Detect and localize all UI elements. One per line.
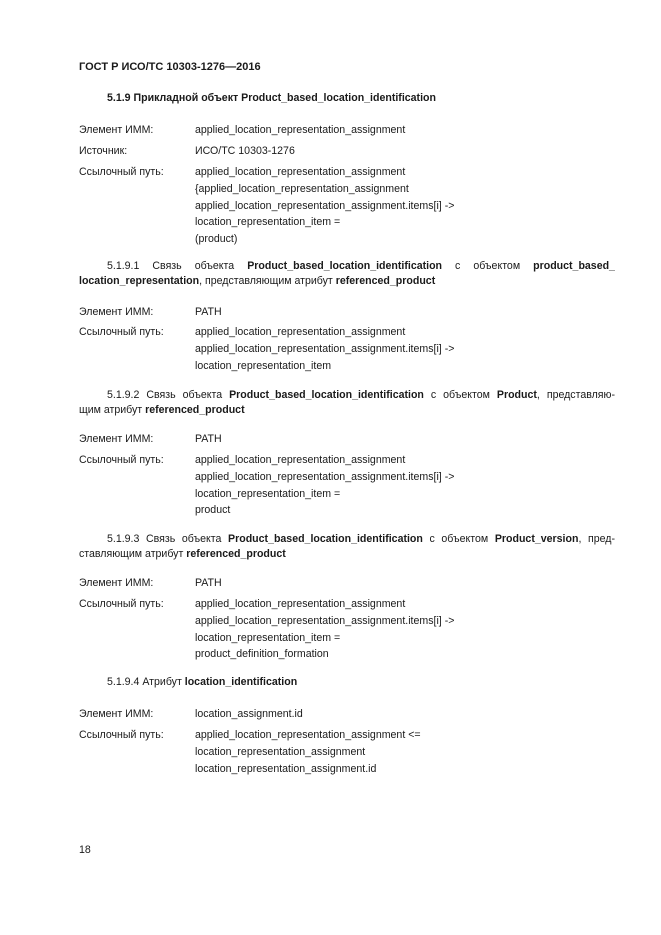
field-label: Элемент ИММ: <box>79 433 154 445</box>
subsection-heading: 5.1.9.1 Связь объекта Product_based_location_identification с объектом product_based_ location_representation, представляющим атрибут referenced_product <box>79 260 615 287</box>
field-value <box>195 166 454 250</box>
value-line: PATH <box>195 577 222 589</box>
field-label: Ссылочный путь: <box>79 166 164 178</box>
field-value <box>195 145 295 162</box>
field-label: Ссылочный путь: <box>79 454 164 466</box>
subsection-heading: 5.1.9.4 Атрибут location_identification <box>107 676 298 688</box>
value-line: applied_location_representation_assignment.items[i] -> <box>195 614 455 627</box>
subsection-heading: 5.1.9.2 Связь объекта Product_based_location_identification с объектом Product, представляю- щим атрибут referenced_product <box>79 389 615 416</box>
page-number: 18 <box>79 844 91 856</box>
field-label: Ссылочный путь: <box>79 598 164 610</box>
field-value <box>195 306 222 323</box>
field-value <box>195 708 303 725</box>
value-line: applied_location_representation_assignment <box>195 124 406 136</box>
value-line: PATH <box>195 433 222 445</box>
field-label: Элемент ИММ: <box>79 124 154 136</box>
field-label: Элемент ИММ: <box>79 577 154 589</box>
value-line: location_representation_item = <box>195 631 341 644</box>
field-value <box>195 598 454 665</box>
field-label: Элемент ИММ: <box>79 708 154 720</box>
field-label: Элемент ИММ: <box>79 306 154 318</box>
value-line: applied_location_representation_assignment <box>195 166 406 178</box>
value-line: applied_location_representation_assignment.items[i] -> <box>195 199 455 212</box>
value-line: location_representation_assignment.id <box>195 762 377 775</box>
value-line: PATH <box>195 306 222 318</box>
field-label: Ссылочный путь: <box>79 326 164 338</box>
field-label: Источник: <box>79 145 128 157</box>
page-header: ГОСТ Р ИСО/ТС 10303-1276—2016 <box>79 61 261 73</box>
field-value <box>195 433 222 450</box>
value-line: location_assignment.id <box>195 708 303 720</box>
value-line: location_representation_assignment <box>195 745 366 758</box>
value-line: product_definition_formation <box>195 648 329 661</box>
value-line: applied_location_representation_assignment <box>195 326 406 338</box>
subsection-heading: 5.1.9.3 Связь объекта Product_based_location_identification с объектом Product_version, пред- ставляющим атрибут referenced_product <box>79 533 615 560</box>
section-title: 5.1.9 Прикладной объект Product_based_location_identification <box>107 92 436 104</box>
value-line: applied_location_representation_assignment <box>195 454 406 466</box>
value-line: {applied_location_representation_assignment <box>195 182 409 195</box>
field-value <box>195 729 421 779</box>
value-line: applied_location_representation_assignment <= <box>195 729 421 741</box>
field-value <box>195 326 454 376</box>
field-value <box>195 454 454 521</box>
value-line: applied_location_representation_assignment.items[i] -> <box>195 470 455 483</box>
value-line: (product) <box>195 233 238 246</box>
value-line: applied_location_representation_assignment <box>195 598 406 610</box>
field-value <box>195 124 405 141</box>
value-line: location_representation_item = <box>195 487 341 500</box>
value-line: location_representation_item <box>195 359 332 372</box>
value-line: location_representation_item = <box>195 216 341 229</box>
value-line: product <box>195 504 231 517</box>
field-label: Ссылочный путь: <box>79 729 164 741</box>
value-line: ИСО/ТС 10303-1276 <box>195 145 295 157</box>
value-line: applied_location_representation_assignment.items[i] -> <box>195 342 455 355</box>
field-value <box>195 577 222 594</box>
